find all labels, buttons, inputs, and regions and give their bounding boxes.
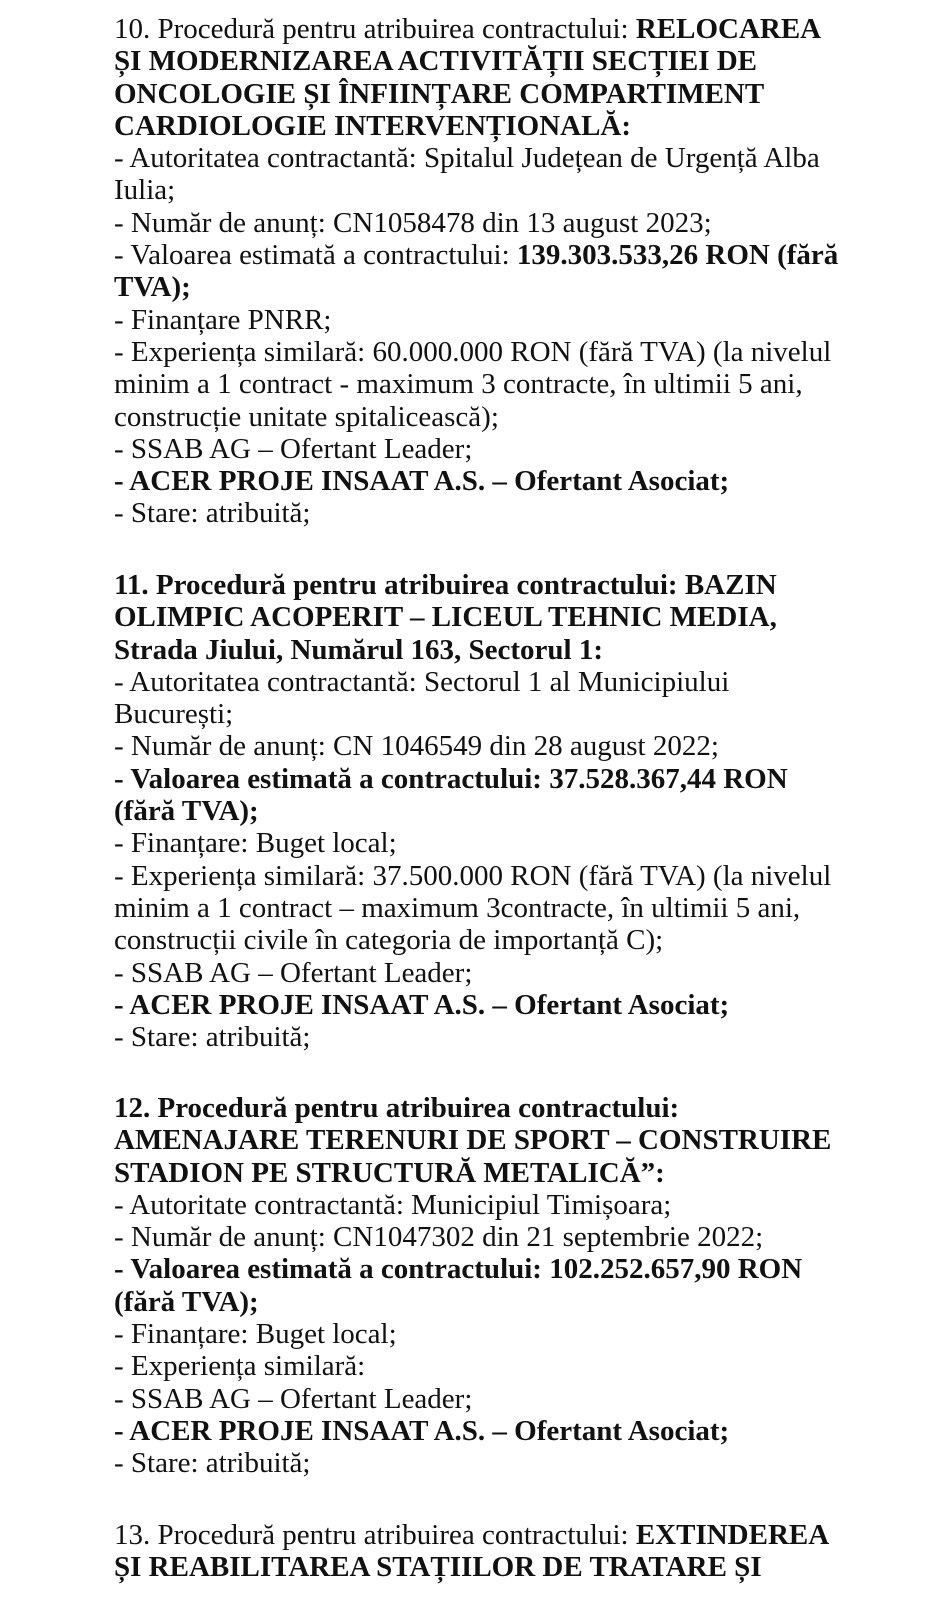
line-text: construcții civile în categoria de importanță C); xyxy=(114,924,664,957)
text-line xyxy=(114,1253,824,1285)
text-line xyxy=(114,1092,824,1124)
line-bold-text: 139.303.533,26 RON (fără xyxy=(516,239,839,272)
text-line xyxy=(114,1124,832,1157)
line-text: - SSAB AG – Ofertant Leader; xyxy=(114,432,473,465)
line-bold-text: - Valoarea estimată a contractului: 37.528.367,44 RON xyxy=(114,762,788,795)
line-text: - Experiența similară: xyxy=(114,1350,366,1383)
line-text: - Stare: atribuită; xyxy=(114,1021,311,1054)
line-bold-text: ȘI MODERNIZAREA ACTIVITĂȚII SECȚIEI DE xyxy=(114,45,758,78)
text-line xyxy=(114,1415,824,1447)
line-text: 13. Procedură pentru atribuirea contractului: xyxy=(114,1519,636,1551)
line-text: - Număr de anunț: CN1058478 din 13 august 2023; xyxy=(114,206,712,239)
line-bold-text: Strada Jiului, Numărul 163, Sectorul 1: xyxy=(114,633,603,666)
text-line xyxy=(114,1318,824,1350)
text-line xyxy=(114,142,824,174)
line-text: 10. Procedură pentru atribuirea contractului: xyxy=(114,13,636,45)
line-text: - Stare: atribuită; xyxy=(114,1447,311,1480)
text-line xyxy=(114,827,824,859)
procedure-11 xyxy=(114,569,832,1054)
line-bold-text: STADION PE STRUCTURĂ METALICĂ”: xyxy=(114,1156,665,1189)
text-line xyxy=(114,304,824,336)
procedure-10 xyxy=(114,13,839,530)
text-line xyxy=(114,795,824,827)
text-line xyxy=(114,271,824,303)
text-line xyxy=(114,698,824,730)
text-line xyxy=(114,1383,824,1415)
line-bold-text: EXTINDEREA xyxy=(635,1519,830,1551)
text-line xyxy=(114,763,824,795)
line-bold-text: - ACER PROJE INSAAT A.S. – Ofertant Asociat; xyxy=(114,988,730,1021)
line-bold-text: CARDIOLOGIE INTERVENȚIONALĂ: xyxy=(114,109,632,142)
line-text: - Experiența similară: 60.000.000 RON (fără TVA) (la nivelul xyxy=(114,335,832,368)
text-line xyxy=(114,666,824,698)
text-line xyxy=(114,634,824,666)
text-line xyxy=(114,859,832,892)
text-line xyxy=(114,601,824,633)
text-line xyxy=(114,497,824,529)
line-text: - Autoritate contractantă: Municipiul Timișoara; xyxy=(114,1188,672,1221)
text-line xyxy=(114,207,824,239)
line-bold-text: TVA); xyxy=(114,271,191,304)
text-line xyxy=(114,368,824,400)
text-line xyxy=(114,335,832,368)
line-bold-text: - ACER PROJE INSAAT A.S. – Ofertant Asociat; xyxy=(114,1414,730,1447)
text-line xyxy=(114,78,824,110)
line-text: minim a 1 contract - maximum 3 contracte, în ultimii 5 ani, xyxy=(114,368,803,401)
line-bold-text: ȘI REABILITAREA STAȚIILOR DE TRATARE ȘI xyxy=(114,1551,762,1584)
line-text: - SSAB AG – Ofertant Leader; xyxy=(114,1382,473,1415)
text-line xyxy=(114,45,824,77)
text-line xyxy=(114,1551,824,1583)
text-line xyxy=(114,1221,824,1253)
line-bold-text: ONCOLOGIE ȘI ÎNFIINȚARE COMPARTIMENT xyxy=(114,77,765,110)
line-text: - Număr de anunț: CN1047302 din 21 septembrie 2022; xyxy=(114,1221,764,1254)
line-bold-text: RELOCAREA xyxy=(635,13,822,45)
text-line xyxy=(114,433,824,465)
text-line xyxy=(114,957,824,989)
line-bold-text: 12. Procedură pentru atribuirea contractului: xyxy=(114,1092,680,1124)
line-text: - Finanțare: Buget local; xyxy=(114,827,397,860)
text-line xyxy=(114,1157,824,1189)
text-line xyxy=(114,1189,824,1221)
line-bold-text: - ACER PROJE INSAAT A.S. – Ofertant Asociat; xyxy=(114,465,730,498)
text-line xyxy=(114,1350,824,1382)
line-text: - Autoritatea contractantă: Spitalul Județean de Urgență Alba xyxy=(114,142,820,175)
line-text: - Stare: atribuită; xyxy=(114,497,311,530)
text-line xyxy=(114,110,824,142)
text-line xyxy=(114,465,824,497)
line-bold-text: OLIMPIC ACOPERIT – LICEUL TEHNIC MEDIA, xyxy=(114,601,777,634)
procedure-12 xyxy=(114,1092,832,1480)
text-line xyxy=(114,569,824,601)
text-line xyxy=(114,924,824,956)
line-text: - Finanțare PNRR; xyxy=(114,303,332,336)
text-line xyxy=(114,892,824,924)
text-line xyxy=(114,1021,824,1053)
line-text: minim a 1 contract – maximum 3contracte, în ultimii 5 ani, xyxy=(114,891,801,924)
text-line xyxy=(114,174,824,206)
text-line xyxy=(114,13,824,45)
line-bold-text: - Valoarea estimată a contractului: 102.252.657,90 RON xyxy=(114,1253,803,1286)
line-text: - SSAB AG – Ofertant Leader; xyxy=(114,956,473,989)
line-text: - Finanțare: Buget local; xyxy=(114,1318,397,1351)
text-line xyxy=(114,730,824,762)
procedure-13 xyxy=(114,1519,830,1584)
line-bold-text: (fără TVA); xyxy=(114,795,259,828)
line-text: - Valoarea estimată a contractului: xyxy=(114,239,517,272)
text-line xyxy=(114,1519,830,1551)
line-bold-text: 11. Procedură pentru atribuirea contractului: BAZIN xyxy=(114,569,777,601)
line-text: București; xyxy=(114,698,234,731)
text-line xyxy=(114,989,824,1021)
line-bold-text: AMENAJARE TERENURI DE SPORT – CONSTRUIRE xyxy=(114,1124,832,1157)
text-line xyxy=(114,401,824,433)
line-text: - Autoritatea contractantă: Sectorul 1 al Municipiului xyxy=(114,665,730,698)
line-bold-text: (fără TVA); xyxy=(114,1285,259,1318)
line-text: construcție unitate spitalicească); xyxy=(114,400,499,433)
text-line xyxy=(114,1286,824,1318)
line-text: - Experiența similară: 37.500.000 RON (fără TVA) (la nivelul xyxy=(114,859,832,892)
text-line xyxy=(114,239,839,272)
line-text: Iulia; xyxy=(114,174,176,207)
text-line xyxy=(114,1447,824,1479)
line-text: - Număr de anunț: CN 1046549 din 28 august 2022; xyxy=(114,730,719,763)
